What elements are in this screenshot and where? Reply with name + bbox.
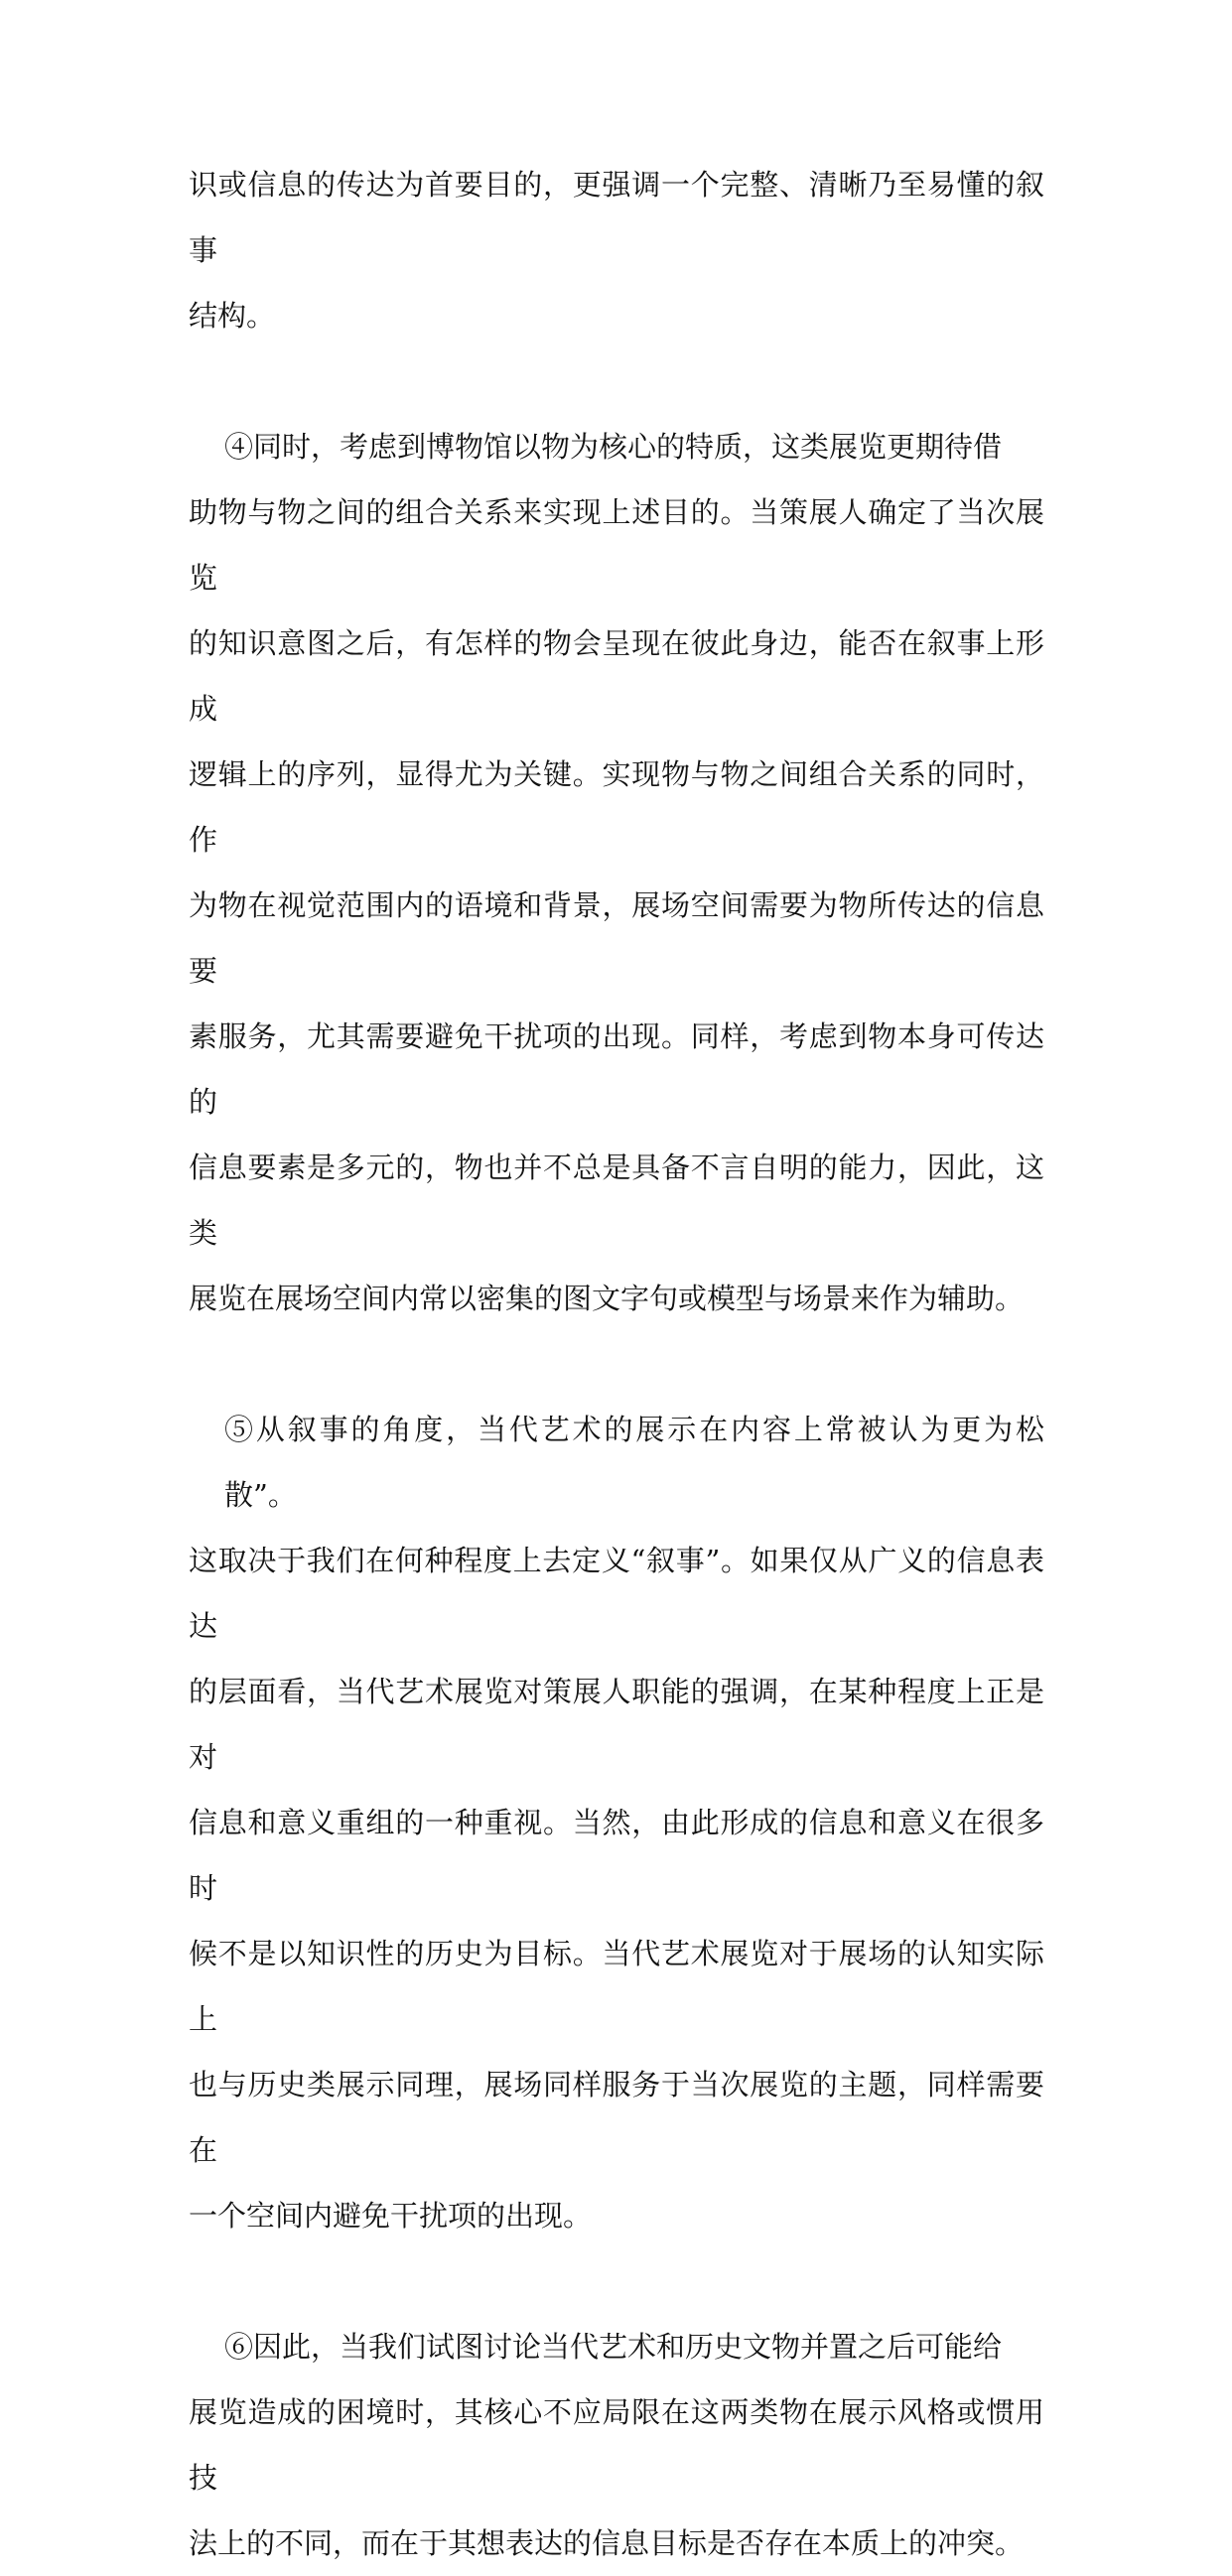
- paragraph-6: [189, 2314, 1044, 2576]
- text-line: 展览造成的困境时，其核心不应局限在这两类物在展示风格或惯用技: [189, 2395, 1044, 2495]
- text-line: 信息要素是多元的，物也并不总是具备不言自明的能力，因此，这类: [189, 1151, 1044, 1250]
- text-line: 也与历史类展示同理，展场同样服务于当次展览的主题，同样需要在: [189, 2068, 1044, 2167]
- text-line: ⑤从叙事的角度，当代艺术的展示在内容上常被认为更为松散”。: [224, 1413, 1044, 1512]
- paragraph-gap: [189, 2248, 1044, 2314]
- paragraph-gap: [189, 348, 1044, 414]
- text-line: 信息和意义重组的一种重视。当然，由此形成的信息和意义在很多时: [189, 1806, 1044, 1905]
- paragraph-4: [189, 414, 1044, 1331]
- text-line: ⑥因此，当我们试图讨论当代艺术和历史文物并置之后可能给: [224, 2330, 1003, 2364]
- text-line: 逻辑上的序列，显得尤为关键。实现物与物之间组合关系的同时，作: [189, 757, 1044, 857]
- text-line: 为物在视觉范围内的语境和背景，展场空间需要为物所传达的信息要: [189, 888, 1044, 988]
- text-line: ④同时，考虑到博物馆以物为核心的特质，这类展览更期待借: [224, 430, 1003, 464]
- paragraph-continued: [189, 152, 1044, 348]
- body-text: [189, 152, 1044, 2576]
- text-line: 素服务，尤其需要避免干扰项的出现。同样，考虑到物本身可传达的: [189, 1019, 1044, 1119]
- text-line: 识或信息的传达为首要目的，更强调一个完整、清晰乃至易懂的叙事: [189, 168, 1044, 267]
- text-line: 结构。: [189, 299, 276, 333]
- text-line: 这取决于我们在何种程度上去定义“叙事”。如果仅从广义的信息表达: [189, 1544, 1044, 1643]
- text-line: 一个空间内避免干扰项的出现。: [189, 2199, 593, 2233]
- text-line: 候不是以知识性的历史为目标。当代艺术展览对于展场的认知实际上: [189, 1937, 1044, 2036]
- paragraph-5: [189, 1397, 1044, 2248]
- paragraph-gap: [189, 1331, 1044, 1397]
- text-line: 法上的不同，而在于其想表达的信息目标是否存在本质上的冲突。: [189, 2526, 1025, 2560]
- text-line: 助物与物之间的组合关系来实现上述目的。当策展人确定了当次展览: [189, 495, 1044, 595]
- text-line: 展览在展场空间内常以密集的图文字句或模型与场景来作为辅助。: [189, 1282, 1025, 1315]
- text-line: 的知识意图之后，有怎样的物会呈现在彼此身边，能否在叙事上形成: [189, 626, 1044, 726]
- text-line: 的层面看，当代艺术展览对策展人职能的强调，在某种程度上正是对: [189, 1675, 1044, 1774]
